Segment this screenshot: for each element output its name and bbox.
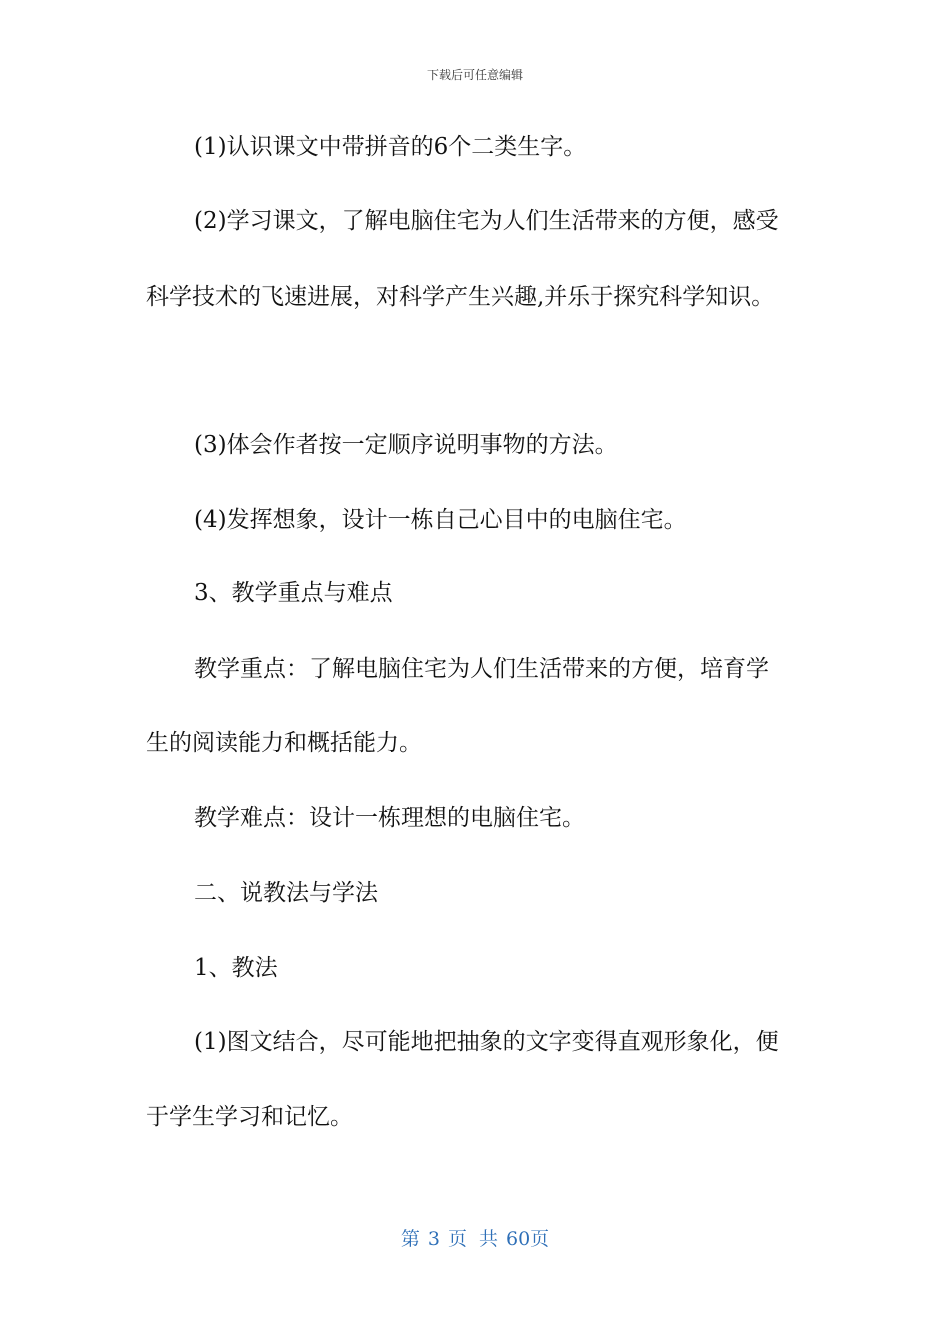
paragraph-line-4: (3)体会作者按一定顺序说明事物的方法。 (194, 432, 618, 458)
paragraph-line-9: 教学难点：设计一栋理想的电脑住宅。 (194, 805, 585, 831)
paragraph-line-3: 科学技术的飞速进展，对科学产生兴趣,并乐于探究科学知识。 (146, 284, 775, 310)
paragraph-line-1: (1)认识课文中带拼音的6个二类生字。 (194, 134, 587, 160)
page-footer (0, 1226, 950, 1252)
section-heading-teaching-method: 1、教法 (194, 955, 278, 981)
page-header: 下载后可任意编辑 (426, 68, 523, 82)
footer-total-pages: 60页 (505, 1228, 550, 1250)
section-heading-key-points: 3、教学重点与难点 (194, 580, 393, 606)
paragraph-line-12: (1)图文结合，尽可能地把抽象的文字变得直观形象化，便 (194, 1029, 779, 1055)
footer-middle: 页 共 (447, 1228, 498, 1250)
paragraph-line-5: (4)发挥想象，设计一栋自己心目中的电脑住宅。 (194, 507, 687, 533)
paragraph-line-8: 生的阅读能力和概括能力。 (146, 730, 422, 756)
paragraph-line-13: 于学生学习和记忆。 (146, 1104, 353, 1130)
footer-current-page: 3 (427, 1228, 440, 1250)
footer-prefix: 第 (400, 1228, 420, 1250)
paragraph-line-7: 教学重点：了解电脑住宅为人们生活带来的方便，培育学 (194, 656, 769, 682)
section-heading-methods: 二、说教法与学法 (194, 880, 378, 906)
paragraph-line-2: (2)学习课文，了解电脑住宅为人们生活带来的方便，感受 (194, 208, 779, 234)
